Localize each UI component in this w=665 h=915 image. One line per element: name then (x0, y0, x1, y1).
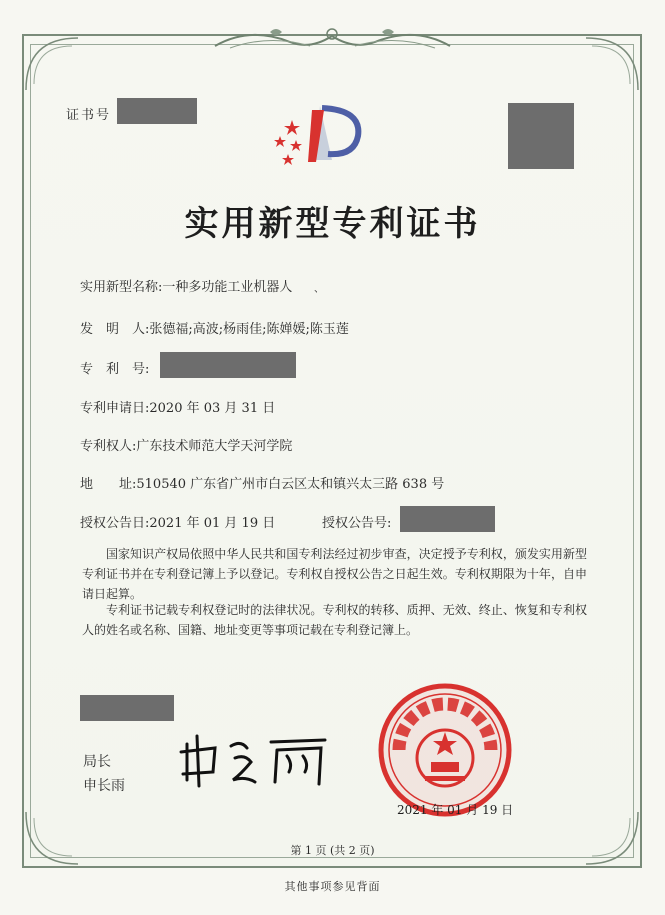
field-name (80, 276, 292, 295)
field-inventor-value: 张德福;高波;杨雨佳;陈婵媛;陈玉莲 (149, 322, 349, 337)
field-apply-date-value: 2020 年 03 月 31 日 (149, 401, 276, 416)
seal-date: 2021 年 01 月 19 日 (397, 803, 514, 817)
patent-number-redaction (160, 352, 296, 378)
director-name: 申长雨 (83, 778, 125, 794)
corner-ornament-bottom-right (582, 808, 642, 868)
field-grant-number-label: 授权公告号: (322, 516, 392, 531)
field-address-label: 地 址: (80, 477, 137, 492)
field-address (80, 473, 444, 492)
field-address-value: 510540 广东省广州市白云区太和镇兴太三路 638 号 (136, 477, 445, 492)
field-grant-date-label: 授权公告日: (80, 516, 150, 531)
stray-mark: 、 (314, 284, 324, 295)
corner-ornament-top-left (22, 34, 82, 94)
field-name-value: 一种多功能工业机器人 (162, 280, 293, 295)
field-name-label: 实用新型名称: (80, 280, 163, 295)
field-patent-number-label: 专 利 号: (80, 362, 150, 377)
paragraph-grant-statement: 国家知识产权局依照中华人民共和国专利法经过初步审查，决定授予专利权，颁发实用新型专利证书并在专利登记簿上予以登记。专利权自授权公告之日起生效。专利权期限为十年，自申请日起算。 (82, 547, 587, 601)
grant-number-redaction (400, 506, 495, 532)
certificate-title: 实用新型专利证书 (184, 204, 481, 244)
official-seal (375, 680, 515, 820)
field-patent-number (80, 358, 149, 377)
field-patentee-value: 广东技术师范大学天河学院 (136, 439, 293, 454)
certificate-number-label: 证书号 (66, 108, 112, 123)
field-grant-date (80, 512, 275, 531)
field-apply-date (80, 397, 275, 416)
field-apply-date-label: 专利申请日: (80, 401, 150, 416)
handwritten-signature (175, 730, 335, 790)
field-inventor-label: 发 明 人: (80, 322, 150, 337)
corner-ornament-bottom-left (22, 808, 82, 868)
corner-ornament-top-right (582, 34, 642, 94)
signature-area-redaction (80, 695, 174, 721)
field-grant-date-value: 2021 年 01 月 19 日 (149, 516, 276, 531)
back-page-note: 其他事项参见背面 (284, 880, 381, 893)
signature-block (83, 750, 125, 798)
field-patentee-label: 专利权人: (80, 439, 137, 454)
certificate-number-redaction (117, 98, 197, 124)
field-inventor (80, 318, 349, 337)
director-title: 局长 (83, 754, 111, 770)
qr-code-redaction (508, 103, 574, 169)
top-ornament (210, 24, 455, 54)
page-indicator: 第 1 页 (共 2 页) (290, 844, 375, 857)
field-patentee (80, 435, 292, 454)
paragraph-legal-status: 专利证书记载专利权登记时的法律状况。专利权的转移、质押、无效、终止、恢复和专利权人的姓名或名称、国籍、地址变更等事项记载在专利登记簿上。 (82, 603, 587, 637)
cnipa-logo (266, 100, 366, 172)
field-grant-number (322, 512, 391, 531)
